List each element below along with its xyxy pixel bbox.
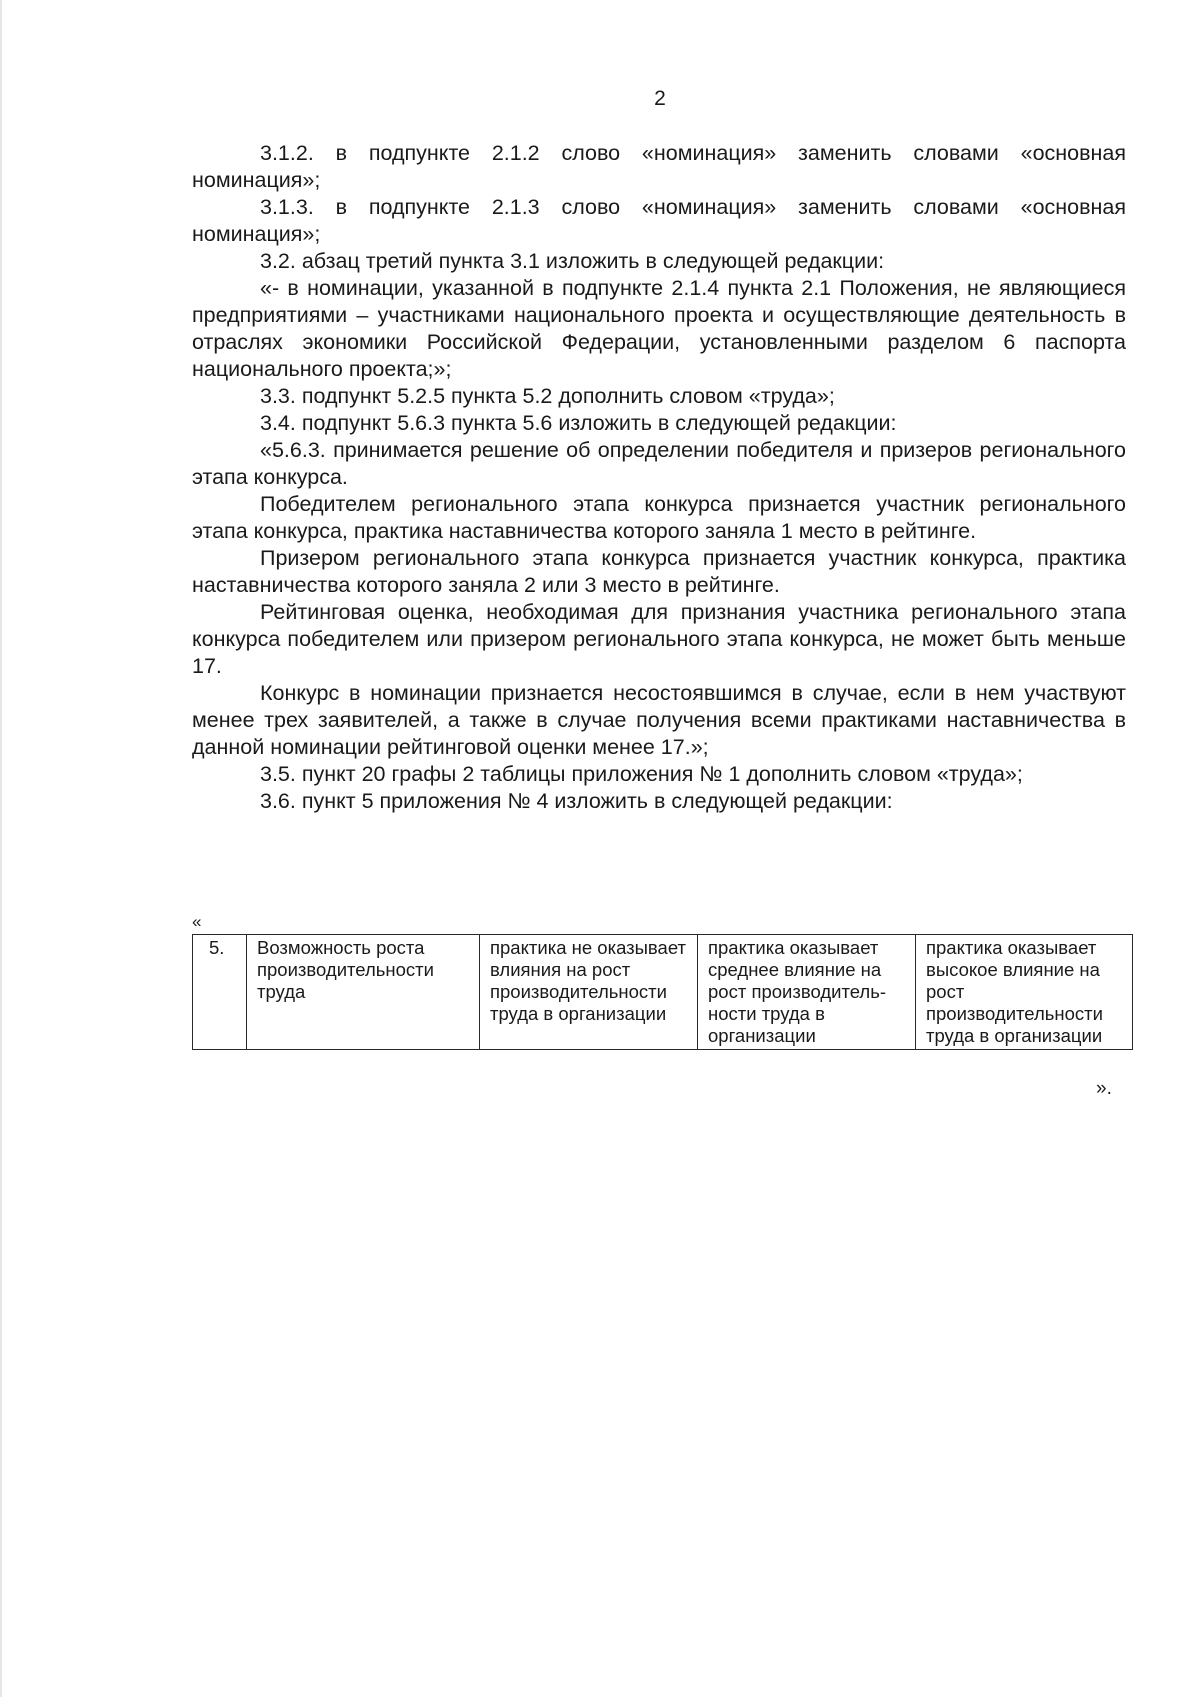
- page-number: 2: [654, 87, 666, 110]
- criteria-table: [192, 934, 1133, 1050]
- paragraph-3-2-text: «- в номинации, указанной в подпункте 2.1.4 пункта 2.1 Положения, не являющиеся предприятиями – участниками национального проекта и осуществляющие деятельность в отраслях экономики Российской Федерации, установленными разделом 6 паспорта национального проекта;»;: [192, 276, 1126, 381]
- table-open-quote: «: [192, 912, 202, 931]
- paragraph-winner: Победителем регионального этапа конкурса признается участник регионального этапа конкурса, практика наставничества которого заняла 1 место в рейтинге.: [192, 492, 1126, 543]
- row-number: 5.: [193, 935, 247, 1050]
- paragraph-prizewinner: Призером регионального этапа конкурса признается участник конкурса, практика наставничества которого заняла 2 или 3 место в рейтинге.: [192, 546, 1126, 597]
- paragraph-3-3: 3.3. подпункт 5.2.5 пункта 5.2 дополнить словом «труда»;: [260, 384, 835, 408]
- table-row: [193, 935, 1133, 1050]
- paragraph-5-6-3: «5.6.3. принимается решение об определении победителя и призеров регионального этапа конкурса.: [192, 438, 1126, 489]
- paragraph-3-2: 3.2. абзац третий пункта 3.1 изложить в следующей редакции:: [260, 249, 885, 273]
- scan-edge: [0, 0, 2, 1697]
- paragraph-3-1-3: 3.1.3. в подпункте 2.1.3 слово «номинация» заменить словами «основная номинация»;: [192, 195, 1126, 246]
- document-body: [192, 140, 1126, 815]
- paragraph-3-6: 3.6. пункт 5 приложения № 4 изложить в следующей редакции:: [260, 789, 893, 813]
- paragraph-rating: Рейтинговая оценка, необходимая для признания участника регионального этапа конкурса победителем или призером регионального этапа конкурса, не может быть меньше 17.: [192, 600, 1126, 678]
- paragraph-3-4: 3.4. подпункт 5.6.3 пункта 5.6 изложить в следующей редакции:: [260, 411, 897, 435]
- paragraph-3-1-2: 3.1.2. в подпункте 2.1.2 слово «номинация» заменить словами «основная номинация»;: [192, 141, 1126, 192]
- row-criterion: Возможность роста производительности труда: [247, 935, 480, 1050]
- paragraph-failed-contest: Конкурс в номинации признается несостоявшимся в случае, если в нем участвуют менее трех заявителей, а также в случае получения всеми практиками наставничества в данной номинации рейтинговой оценки менее 17.»;: [192, 681, 1126, 759]
- row-medium-influence: практика оказывает среднее влияние на рост производитель-ности труда в организации: [698, 935, 916, 1050]
- table-close-quote: ».: [1096, 1078, 1112, 1099]
- paragraph-3-5: 3.5. пункт 20 графы 2 таблицы приложения № 1 дополнить словом «труда»;: [260, 762, 1023, 786]
- row-high-influence: практика оказывает высокое влияние на рост производительности труда в организации: [916, 935, 1133, 1050]
- row-no-influence: практика не оказывает влияния на рост производительности труда в организации: [480, 935, 698, 1050]
